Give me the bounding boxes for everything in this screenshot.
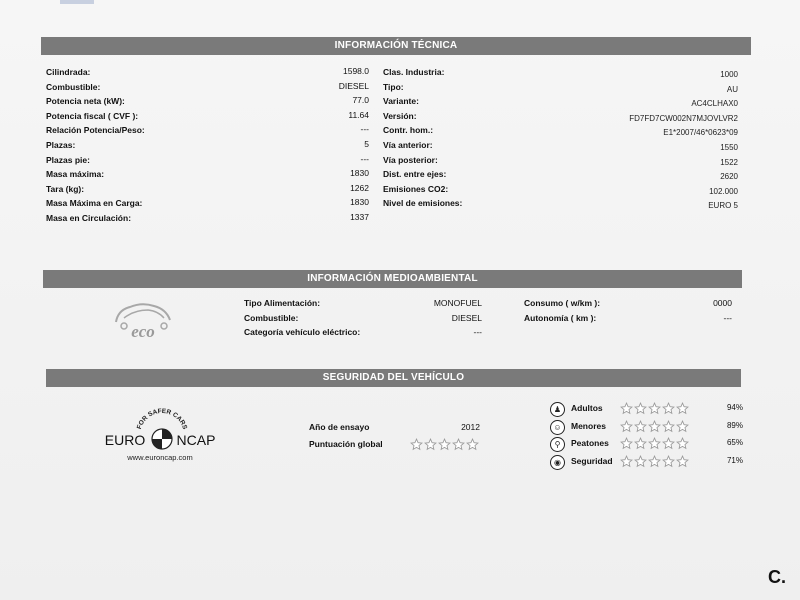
tech-label: Masa en Circulación:	[46, 213, 132, 223]
test-year-label: Año de ensayo	[309, 422, 370, 432]
tech-label: Versión:	[383, 110, 417, 121]
euroncap-tagline: FOR SAFER CARS	[135, 407, 189, 431]
safety-section-header: SEGURIDAD DEL VEHÍCULO	[46, 369, 741, 387]
env-value: ---	[473, 327, 482, 337]
tech-value: 77.0	[352, 95, 369, 106]
tech-value: E1*2007/46*0623*09	[663, 128, 738, 138]
tech-label: Dist. entre ejes:	[383, 169, 447, 180]
tech-value: 5	[364, 139, 369, 149]
star-icon	[634, 420, 647, 433]
env-value: DIESEL	[451, 312, 482, 323]
star-icon	[676, 455, 689, 468]
tech-value: 1522	[720, 157, 738, 167]
tech-section-header: INFORMACIÓN TÉCNICA	[41, 37, 751, 55]
star-icon	[620, 402, 633, 415]
child-icon: ☺	[550, 420, 565, 435]
star-icon	[634, 455, 647, 468]
env-label: Tipo Alimentación:	[244, 298, 321, 308]
env-label: Consumo ( w/km ):	[524, 298, 601, 308]
tech-value: 1830	[350, 168, 369, 179]
tech-value: 102.000	[709, 186, 738, 196]
rating-stars	[620, 455, 689, 468]
rating-label: Seguridad	[571, 455, 613, 466]
rating-stars	[620, 420, 689, 433]
star-icon	[466, 438, 479, 451]
tech-value: DIESEL	[338, 80, 369, 91]
tech-label: Vía posterior:	[383, 154, 438, 165]
rating-stars	[620, 437, 689, 450]
star-icon	[620, 437, 633, 450]
tech-label: Masa Máxima en Carga:	[46, 198, 143, 209]
global-score-stars	[410, 438, 479, 451]
tech-label: Masa máxima:	[46, 169, 105, 180]
star-icon	[662, 455, 675, 468]
env-value: ---	[723, 312, 732, 323]
rating-label: Adultos	[571, 403, 603, 413]
eco-car-icon	[110, 296, 176, 342]
star-icon	[452, 438, 465, 451]
env-value: 0000	[713, 298, 732, 308]
rating-percent: 94%	[726, 403, 743, 412]
rating-percent: 71%	[726, 455, 743, 465]
tech-value: AC4CLHAX0	[691, 99, 738, 109]
env-label: Categoría vehículo eléctrico:	[244, 327, 361, 337]
star-icon	[662, 420, 675, 433]
rating-percent: 89%	[726, 420, 743, 430]
star-icon	[634, 402, 647, 415]
star-icon	[620, 420, 633, 433]
tech-value: ---	[360, 124, 369, 135]
tech-value: 1000	[720, 70, 738, 79]
tech-label: Plazas:	[46, 140, 76, 150]
star-icon	[648, 437, 661, 450]
star-icon	[648, 455, 661, 468]
top-edge-mark	[60, 0, 94, 4]
corner-mark: C.	[768, 567, 786, 587]
tech-value: 1550	[720, 143, 738, 152]
rating-percent: 65%	[726, 438, 743, 447]
tech-label: Contr. hom.:	[383, 125, 434, 136]
test-year-value: 2012	[461, 422, 480, 432]
env-label: Autonomía ( km ):	[524, 312, 597, 323]
euroncap-euro: EURO	[104, 432, 146, 448]
tech-value: AU	[726, 84, 738, 94]
tech-label: Emisiones CO2:	[383, 183, 449, 194]
tech-label: Combustible:	[46, 81, 101, 92]
tech-label: Tara (kg):	[46, 183, 85, 194]
env-section-header: INFORMACIÓN MEDIOAMBIENTAL	[43, 270, 742, 288]
tech-label: Variante:	[383, 96, 419, 107]
tech-label: Plazas pie:	[46, 154, 90, 165]
tech-value: 1830	[350, 197, 369, 208]
tech-label: Relación Potencia/Peso:	[46, 125, 145, 136]
star-icon	[648, 420, 661, 433]
euroncap-ncap: NCAP	[176, 432, 216, 448]
tech-label: Clas. Industria:	[383, 67, 445, 77]
env-label: Combustible:	[244, 312, 299, 323]
eco-label: eco	[131, 322, 155, 341]
star-icon	[648, 402, 661, 415]
star-icon	[662, 437, 675, 450]
star-icon	[676, 402, 689, 415]
star-icon	[410, 438, 423, 451]
tech-label: Potencia neta (kW):	[46, 96, 125, 107]
tech-value: 11.64	[348, 109, 369, 120]
star-icon	[620, 455, 633, 468]
star-icon	[676, 420, 689, 433]
tech-label: Cilindrada:	[46, 67, 91, 77]
tech-label: Nivel de emisiones:	[383, 198, 463, 209]
tech-value: ---	[360, 153, 369, 164]
tech-value: 1598.0	[343, 66, 369, 76]
euroncap-logo	[100, 405, 230, 470]
tech-label: Tipo:	[383, 81, 404, 92]
tech-label: Potencia fiscal ( CVF ):	[46, 110, 139, 121]
rating-stars	[620, 402, 689, 415]
safety-assist-icon: ◉	[550, 455, 565, 470]
star-icon	[424, 438, 437, 451]
star-icon	[634, 437, 647, 450]
tech-value: 2620	[720, 172, 738, 182]
tech-value: EURO 5	[708, 201, 738, 211]
tech-value: 1337	[350, 212, 369, 222]
tech-value: FD7FD7CW002N7MJOVLVR2	[629, 113, 738, 123]
env-value: MONOFUEL	[433, 298, 482, 308]
star-icon	[662, 402, 675, 415]
pedestrian-icon: ⚲	[550, 437, 565, 452]
euroncap-url: www.euroncap.com	[127, 453, 193, 462]
adult-icon: ♟	[550, 402, 565, 417]
tech-label: Vía anterior:	[383, 140, 433, 150]
star-icon	[676, 437, 689, 450]
svg-text:FOR SAFER CARS	[136, 408, 189, 431]
global-score-label: Puntuación global	[309, 439, 383, 449]
rating-label: Menores	[571, 420, 606, 431]
rating-label: Peatones	[571, 438, 609, 448]
tech-value: 1262	[350, 182, 369, 193]
star-icon	[438, 438, 451, 451]
